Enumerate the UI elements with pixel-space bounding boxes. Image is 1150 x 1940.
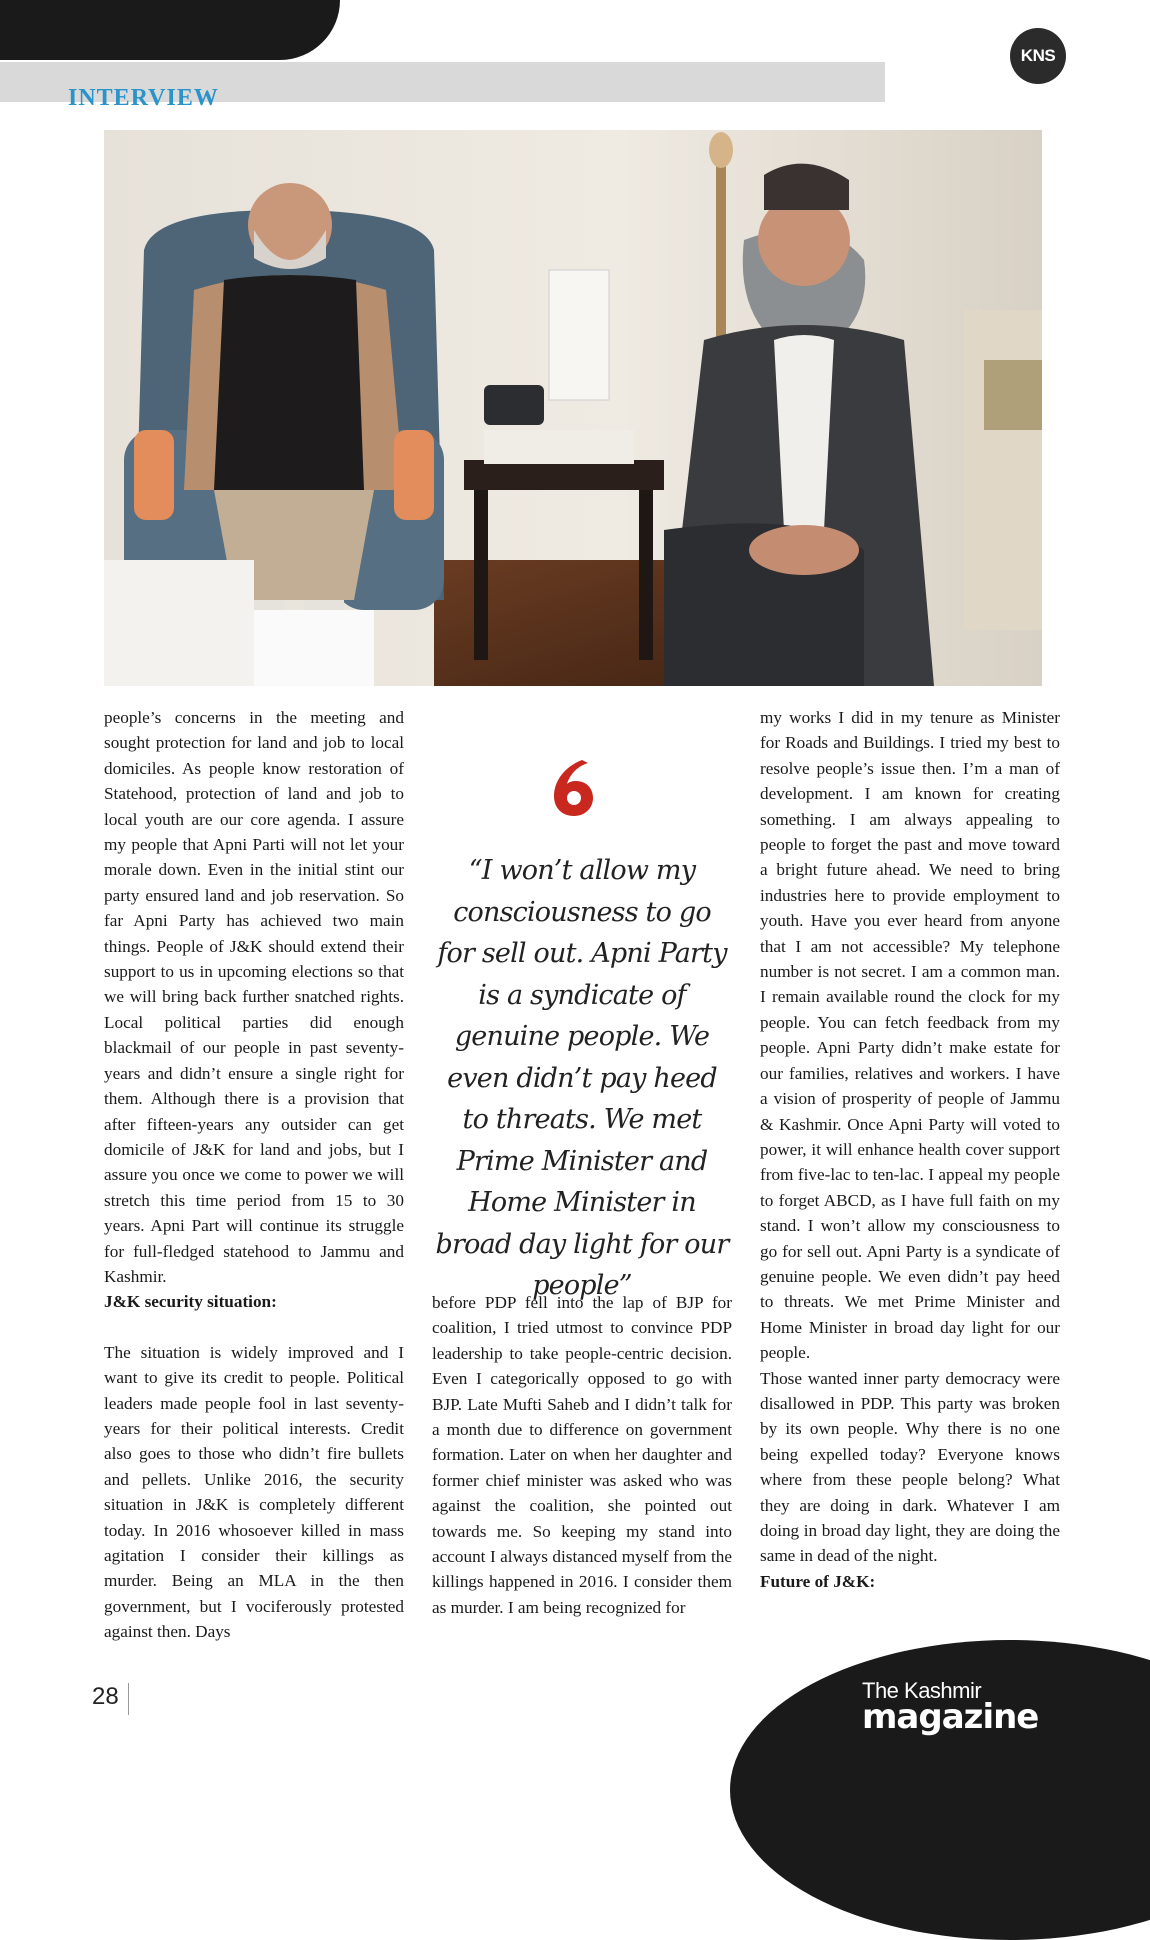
interview-photo — [104, 130, 1042, 686]
paragraph: people’s concerns in the meeting and sought protection for land and job to local domiciles. As people know restoration of Statehood, protection of land and job to local youth are our core agenda. I assure my people that Apni Parti will not let your morale down. Even in the initial stint our party ensured land and job reservation. So far Apni Party has achieved two main things. People of J&K should extend their support to us in upcoming elections so that we will bring back further snatched rights. Local political parties did enough blackmail of our people in past seventy-years and didn’t ensure a single right for them. Although there is a provision that after fifteen-years any outsider can get domicile of J&K for land and jobs, but I assure you once we come to power we will stretch this time period from 15 to 30 years. Apni Part will continue its struggle for full-fledged statehood to Jammu and Kashmir. — [104, 708, 404, 1286]
paragraph: The situation is widely improved and I want to give its credit to people. Political leaders made people fool in last seventy-years for their political interests. Credit also goes to those who didn’t fire bullets and pellets. Unlike 2016, the security situation in J&K is completely different today. In 2016 whosoever killed in mass agitation I consider their killings as murder. Being an MLA in the then government, but I vociferously protested against then. Days — [104, 1342, 404, 1642]
paragraph: before PDP fell into the lap of BJP for coalition, I tried utmost to convince PDP leadership to take people-centric decision. Even I categorically opposed to go with BJP. Late Mufti Saheb and I didn’t talk for a month due to difference on government formation. Later on when her daughter and former chief minister was asked who was against the coalition, she pointed out towards me. So keeping my stand into account I always distanced myself from the killings happened in 2016. I consider them as murder. I am being recognized for — [432, 1293, 732, 1617]
section-title: INTERVIEW — [68, 85, 219, 111]
paragraph: my works I did in my tenure as Minister for Roads and Buildings. I tried my best to resolve people’s issue then. I’m a man of development. I am known for creating something. I am always appealing to people to forget the past and move toward a bright future ahead. We need to bring industries here to provide employment to youth. Have you ever heard from anyone that I am not accessible? My telephone number is not secret. I am a common man. I remain available round the clock for my people. You can fetch feedback from my people. Apni Party didn’t make estate for our families, relatives and workers. I have a vision of prosperity of people of Jammu & Kashmir. Once Apni Party will voted to power, it will enhance health cover support from five-lac to ten-lac. I appeal my people to forget ABCD, as I have full faith on my stand. I won’t allow my consciousness to go for sell out. Apni Party is a syndicate of genuine people. We even didn’t pay heed to threats. We met Prime Minister and Home Minister in broad day light for our people. — [760, 708, 1060, 1363]
section-heading: J&K security situation: — [104, 1292, 277, 1312]
article-column-middle — [432, 1290, 732, 1620]
pull-quote: “I won’t allow my consciousness to go for sell out. Apni Party is a syndicate of genuine people. We even didn’t pay heed to threats. We met Prime Minister and Home Minister in broad day light for our people” — [435, 855, 729, 1301]
quote-mark-icon — [548, 758, 598, 818]
magazine-logo-line2: magazine — [862, 1697, 1039, 1737]
magazine-logo-line1: The Kashmir — [862, 1678, 982, 1703]
magazine-logo — [862, 1678, 1039, 1737]
page-number-divider — [128, 1683, 129, 1715]
section-heading: Future of J&K: — [760, 1571, 876, 1591]
corner-decoration-top-left — [0, 0, 340, 60]
agency-logo: KNS — [1010, 28, 1066, 84]
page-number: 28 — [92, 1683, 119, 1710]
photo-two-men-meeting-icon — [104, 130, 1042, 686]
article-column-right — [760, 705, 1060, 1594]
article-column-left — [104, 705, 404, 1645]
paragraph: Those wanted inner party democracy were disallowed in PDP. This party was broken by its own people. Why there is no one being expelled today? Everyone knows where from these people belong? What they are doing in dark. Whatever I am doing in broad day light, they are doing the same in dead of the night. — [760, 1368, 1060, 1566]
